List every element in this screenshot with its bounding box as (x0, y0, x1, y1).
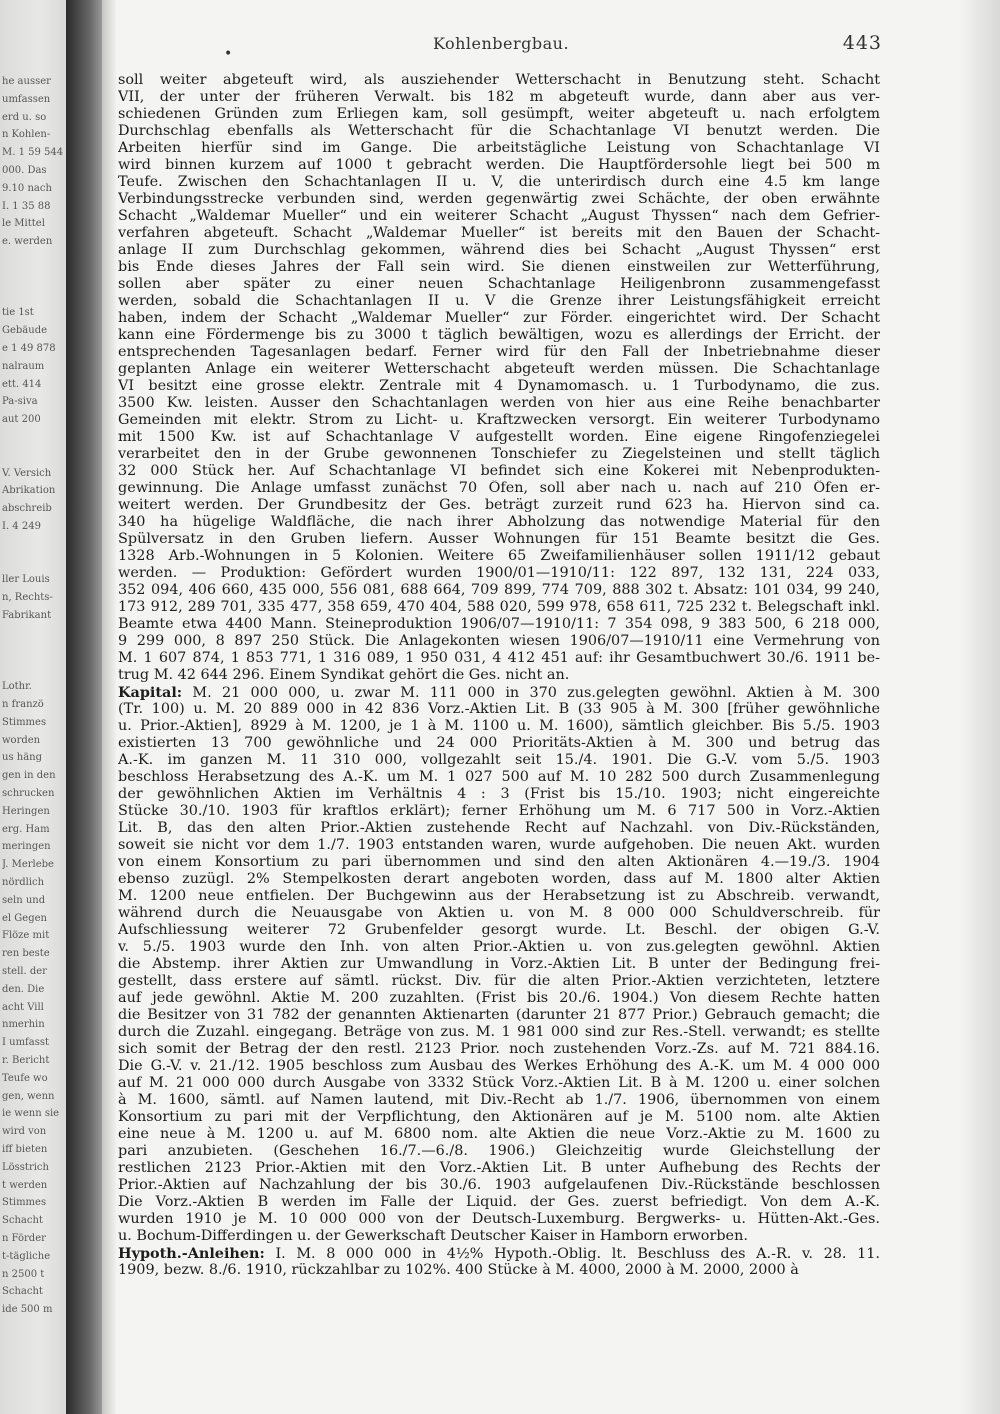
text-line: Arbeiten hierfür sind im Gange. Die arbeitstägliche Leistung von Schachtanlage VI (118, 140, 880, 156)
facing-page-fragment: ide 500 m (2, 1304, 53, 1316)
text-line: v. 5./5. 1903 wurde den Inh. von alten Prior.-Aktien u. von zus.gelegten gewöhnl. Aktien (118, 939, 880, 955)
text-line: werden. — Produktion: Gefördert wurden 1900/01—1910/11: 122 897, 132 131, 224 033, (118, 565, 880, 581)
text-line: die Abstemp. ihrer Aktien zur Umwandlung in Vorz.-Aktien Lit. B unter der Bedingung frei- (118, 956, 880, 972)
facing-page-fragment: worden (2, 734, 41, 746)
text-line: sich somit der Betrag der den restl. 2123 Prior. noch zustehenden Vorz.-Zs. auf M. 721 884.16. (118, 1041, 880, 1057)
facing-page-fragment: ie wenn sie (2, 1108, 60, 1120)
text-line: die Besitzer von 31 782 der genannten Aktienarten (darunter 21 877 Prior.) Gebrauch gemacht; die (118, 1007, 880, 1023)
facing-page-fragment: umfassen (2, 93, 51, 105)
text-line: VII, der unter der früheren Verwalt. bis 182 m abgeteuft wurde, dann aber aus ver- (118, 89, 880, 105)
text-line: 1328 Arb.-Wohnungen in 5 Kolonien. Weitere 65 Zweifamilienhäuser sollen 1911/12 gebaut (118, 548, 880, 564)
text-line: 32 000 Stück her. Auf Schachtanlage VI befindet sich eine Kokerei mit Nebenprodukten- (118, 463, 880, 479)
text-line: pari anzubieten. (Geschehen 16./7.—6./8. 1906.) Gleichzeitig wurde Gleichstellung der (118, 1143, 880, 1159)
text-line: 173 912, 289 701, 335 477, 358 659, 470 404, 588 020, 599 978, 658 611, 725 232 t. Belegschaft inkl. (118, 599, 880, 615)
facing-page-fragment: r. Bericht (2, 1055, 50, 1066)
facing-page-fragment: Abrikation (2, 485, 56, 497)
facing-page-fragment (2, 288, 64, 304)
text-line: wurden 1910 je M. 10 000 000 von der Deutsch-Luxemburg. Bergwerks- u. Hütten-Akt.-Ges. (118, 1211, 880, 1227)
facing-page-fragment: he ausser (2, 76, 51, 87)
facing-page-fragment: Heringen (2, 805, 50, 817)
text-line: restlichen 2123 Prior.-Aktien mit den Vorz.-Aktien Lit. B unter Aufhebung des Rechts der (118, 1160, 880, 1176)
facing-page-fragment (2, 537, 64, 553)
text-line: Schacht „Waldemar Mueller“ und ein weiterer Schacht „August Thyssen“ nach dem Gefrier- (118, 208, 880, 224)
text-line: beschloss Herabsetzung des A.-K. um M. 1 027 500 auf M. 10 282 500 durch Zusammenlegung (118, 769, 880, 785)
facing-page-fragment: V. Versich (2, 467, 52, 479)
facing-page-fragment: aut 200 (2, 414, 41, 426)
page-edge (960, 0, 1000, 1414)
text-line: anlage II zum Durchschlag gekommen, während dies bei Schacht „August Thyssen“ erst (118, 242, 880, 258)
facing-page-fragment: nalraum (2, 360, 45, 372)
facing-page-fragment: Lothr. (2, 681, 32, 693)
text-line: 3500 Kw. leisten. Ausser den Schachtanlagen werden von hier aus eine Reihe benachbarter (118, 395, 880, 411)
facing-page-fragment: Lösstrich (2, 1161, 49, 1173)
text-line: gestellt, dass erstere auf sämtl. rückst. Div. für die alten Prior.-Aktien verzichteten, letztere (118, 973, 880, 989)
facing-page-fragment: n franzö (2, 699, 44, 710)
facing-page-fragment (2, 661, 64, 677)
facing-page-fragment (2, 555, 64, 571)
facing-page-fragment: schrucken (2, 788, 55, 799)
text-line: bis Ende dieses Jahres der Fall sein wird. Sie dienen einstweilen zur Wetterführung, (118, 259, 880, 275)
text-line: durch die Zuzahl. eingegang. Beträge von zus. M. 1 981 000 sind zur Res.-Stell. verwandt; es stellte (118, 1024, 880, 1040)
text-line: verarbeitet den in der Grube gewonnenen Tonschiefer zu Ziegelsteinen und stellt täglich (118, 446, 880, 462)
text-line-content: M. 21 000 000, u. zwar M. 111 000 in 370 zus.gelegten gewöhnl. Aktien à M. 300 (182, 685, 880, 701)
facing-page-fragment (2, 430, 64, 446)
text-line: wird binnen kurzem auf 1000 t gebracht werden. Die Hauptfördersohle liegt bei 500 m (118, 157, 880, 173)
facing-page-fragment (2, 626, 64, 642)
text-line: Beamte etwa 4400 Mann. Steineproduktion 1906/07—1910/11: 7 354 098, 9 383 500, 6 218 000, (118, 616, 880, 632)
facing-page-fragment: Pa-siva (2, 396, 38, 408)
text-line: verfahren abgeteuft. Schacht „Waldemar Mueller“ ist bereits mit den Bauen der Schacht- (118, 225, 880, 241)
text-line: 9 299 000, 8 897 250 Stück. Die Anlagekonten wiesen 1906/07—1910/11 eine Vermehrung von (118, 633, 880, 649)
facing-page-fragment: J. Merlebe (2, 859, 54, 871)
facing-page-fragment: n Förder (2, 1233, 46, 1244)
facing-page-fragment: ren beste (2, 948, 50, 960)
text-line: schiedenen Gründen zum Erliegen kam, soll gesümpft, weiter abgeteuft u. nach erfolgtem (118, 106, 880, 122)
facing-page-fragment: Teufe wo (2, 1072, 48, 1084)
facing-page-fragment (2, 448, 64, 464)
facing-page-fragment: I. 4 249 (2, 521, 41, 532)
facing-page-fragment: tie 1st (2, 307, 34, 319)
text-line: Spülversatz in den Gruben liefern. Ausser Wohnungen für 151 Beamte besitzt die Ges. (118, 531, 880, 547)
facing-page-fragment: Stimmes (2, 1197, 47, 1209)
text-line: 1909, bezw. 8./6. 1910, rückzahlbar zu 102%. 400 Stücke à M. 4000, 2000 à M. 2000, 2000 à (118, 1262, 799, 1278)
facing-page-fragment: e. werden (2, 236, 53, 248)
facing-page-fragment: den. Die (2, 983, 45, 995)
running-header (116, 30, 886, 62)
article-body (118, 72, 880, 1279)
facing-page-fragment: stell. der (2, 966, 47, 977)
facing-page-fragment: erg. Ham (2, 823, 50, 835)
facing-page-fragment: gen in den (2, 770, 56, 782)
binding-gutter (66, 0, 102, 1414)
facing-page-fragment: 9.10 nach (2, 182, 52, 194)
text-line: Durchschlag ebenfalls als Wetterschacht für die Schachtanlage VI benutzt werden. Die (118, 123, 880, 139)
facing-page-fragment (2, 270, 64, 286)
facing-page-fragment: e 1 49 878 (2, 343, 56, 354)
text-line: Die G.-V. v. 21./12. 1905 beschloss zum Ausbau des Werkes Erhöhung des A.-K. um M. 4 000 000 (118, 1058, 880, 1074)
facing-page-fragment: n Kohlen- (2, 129, 51, 141)
facing-page-fragment: M. 1 59 544 (2, 147, 64, 159)
facing-page-fragment: Fabrikant (2, 610, 52, 621)
text-line: trug M. 42 644 296. Einem Syndikat gehört die Ges. nicht an. (118, 667, 570, 683)
text-line-content: I. M. 8 000 000 in 4½% Hypoth.-Oblig. lt. Beschluss des A.-R. v. 28. 11. (264, 1246, 880, 1262)
facing-page-fragment: I. 1 35 88 (2, 200, 51, 212)
facing-page-fragment: t werden (2, 1179, 48, 1191)
text-line: A.-K. im ganzen M. 11 310 000, vollgezahlt seit 15./4. 1901. Die G.-V. vom 5./5. 1903 (118, 752, 880, 768)
facing-page-fragment: el Gegen (2, 912, 47, 924)
text-line: der gewöhnlichen Aktien im Verhältnis 4 : 3 (Frist bis 15./10. 1903; nicht eingereichte (118, 786, 880, 802)
facing-page-fragment: Gebäude (2, 325, 48, 337)
text-line: soll weiter abgeteuft wird, als ausziehender Wetterschacht in Benutzung steht. Schacht (118, 72, 880, 88)
text-line: Verbindungsstrecke verbunden sind, werden gegenwärtig zwei Schächte, der oben erwähnte (118, 191, 880, 207)
facing-page-fragment: acht Vill (2, 1001, 44, 1013)
facing-page-fragment (2, 252, 64, 268)
facing-page-fragment: Flöze mit (2, 930, 50, 942)
facing-page-fragment: gen, wenn (2, 1090, 55, 1102)
facing-page-fragment: n 2500 t (2, 1268, 45, 1280)
paragraph (118, 1245, 880, 1279)
text-line: werden, sobald die Schachtanlagen II u. V die Grenze ihrer Leistungsfähigkeit erreicht (118, 293, 880, 309)
gutter-shadow (102, 0, 116, 1414)
text-line: sollen aber später zu einer neuen Schachtanlage Heiligenbronn zusammengefasst (118, 276, 880, 292)
text-line: haben, indem der Schacht „Waldemar Mueller“ zur Förder. eingerichtet wird. Der Schacht (118, 310, 880, 326)
text-line: 340 ha hügelige Waldfläche, die nach ihrer Abholzung das notwendige Material für den (118, 514, 880, 530)
header-dot: • (224, 46, 233, 62)
text-line (118, 684, 880, 701)
text-line: auf M. 21 000 000 durch Ausgabe von 3332 Stück Vorz.-Aktien Lit. B à M. 1200 u. einer solchen (118, 1075, 880, 1091)
text-line (118, 1245, 880, 1262)
text-line: entsprechenden Tagesanlagen bedarf. Ferner wird für den Fall der Inbetriebnahme dieser (118, 344, 880, 360)
facing-page-fragment: I umfasst (2, 1037, 49, 1049)
text-line: Aufschliessung weiterer 72 Grubenfelder gesorgt wurde. Lt. Beschl. der obigen G.-V. (118, 922, 880, 938)
text-line: Konsortium zu pari mit der Verpflichtung, den Aktionären auf je M. 5100 nom. alte Aktien (118, 1109, 880, 1125)
facing-page-margin (0, 0, 68, 1414)
text-line: auf jede gewöhnl. Aktie M. 200 zuzahlten. (Frist bis 20./6. 1904.) Von diesem Rechte hatten (118, 990, 880, 1006)
text-line: u. Bochum-Differdingen u. der Gewerkschaft Deutscher Kaiser in Hamborn erworben. (118, 1228, 748, 1244)
text-line: gewinnung. Die Anlage umfasst zunächst 70 Öfen, soll aber nach u. nach auf 210 Öfen er- (118, 480, 880, 496)
text-line: ebenso zuzügl. 2% Stempelkosten derart angeboten worden, dass auf M. 1800 alter Aktien (118, 871, 880, 887)
facing-page-fragment: wird von (2, 1126, 47, 1138)
facing-page-fragment: abschreib (2, 503, 52, 515)
section-lead: Hypoth.-Anleihen: (118, 1245, 265, 1262)
text-line: während durch die Neuausgabe von Aktien u. von M. 8 000 000 Schuldverschreib. für (118, 905, 880, 921)
text-line: kann eine Fördermenge bis zu 3000 t täglich bewältigen, wozu es allerdings der Erricht. der (118, 327, 880, 343)
facing-page-fragment: seln und (2, 894, 46, 906)
facing-page-fragment: nmerhin (2, 1019, 45, 1031)
paragraph (118, 72, 880, 684)
facing-page-fragment: Stimmes (2, 716, 47, 728)
facing-page-fragment: iff bieten (2, 1144, 48, 1155)
facing-page-fragment: n, Rechts- (2, 592, 53, 604)
text-line: Teufe. Zwischen den Schachtanlagen II u. V, die unterirdisch durch eine 4.5 km lange (118, 174, 880, 190)
paragraph (118, 684, 880, 1245)
facing-page-fragment (2, 644, 64, 660)
text-line: eine neue à M. 1200 u. auf M. 6800 nom. alte Aktien die neue Vorz.-Aktie zu M. 1600 zu (118, 1126, 880, 1142)
facing-page-fragment: ller Louis (2, 574, 50, 586)
text-line: 352 094, 406 660, 435 000, 556 081, 688 664, 709 899, 774 709, 888 302 t. Absatz: 101 034, 99 240, (118, 582, 880, 598)
text-line: Prior.-Aktien auf Nachzahlung der bis 30./6. 1903 aufgelaufenen Div.-Rückstände beschlossen (118, 1177, 880, 1193)
text-line: Die Vorz.-Aktien B werden im Falle der Liquid. der Ges. zuerst befriedigt. Von dem A.-K. (118, 1194, 880, 1210)
text-line: M. 1200 neue entfielen. Der Buchgewinn aus der Herabsetzung ist zu Abschreib. verwandt, (118, 888, 880, 904)
text-line: Lit. B, das den alten Prior.-Aktien zustehende Recht auf Nachzahl. von Div.-Rückständen, (118, 820, 880, 836)
text-line: von einem Konsortium zu pari übernommen und sind den alten Aktionären 4.—19./3. 1904 (118, 854, 880, 870)
text-line: existierten 13 700 gewöhnliche und 24 000 Prioritäts-Aktien à M. 300 und betrug das (118, 735, 880, 751)
page-number: 443 (842, 32, 882, 54)
facing-page-fragment: Schacht (2, 1286, 43, 1298)
facing-page-fragment: Schacht (2, 1215, 43, 1227)
facing-page-fragment: us häng (2, 752, 42, 764)
facing-page-fragment: ett. 414 (2, 378, 42, 390)
text-line: (Tr. 100) u. M. 20 889 000 in 42 836 Vorz.-Aktien Lit. B (33 905 à M. 300 [früher gewöhnliche (118, 701, 880, 717)
text-line: mit 1500 Kw. ist auf Schachtanlage V aufgestellt worden. Eine eigene Ringofenziegelei (118, 429, 880, 445)
text-line: M. 1 607 874, 1 853 771, 1 316 089, 1 950 031, 4 412 451 auf: ihr Gesamtbuchwert 30./6. 1911 be- (118, 650, 880, 666)
section-lead: Kapital: (118, 684, 183, 701)
text-line: u. Prior.-Aktien], 8929 à M. 1200, je 1 à M. 1100 u. M. 1600), sämtlich gleichber. Bis 5./5. 1903 (118, 718, 880, 734)
facing-page-fragment: erd u. so (2, 111, 47, 123)
facing-page-fragment: nördlich (2, 877, 45, 888)
facing-page-fragment: meringen (2, 841, 51, 853)
text-line: à M. 1600, sämtl. auf Namen lautend, mit Div.-Recht ab 1./7. 1906, übernommen von einem (118, 1092, 880, 1108)
facing-page-fragment: t-tägliche (2, 1250, 51, 1262)
text-line: weitert werden. Der Grundbesitz der Ges. beträgt zurzeit rund 623 ha. Hiervon sind ca. (118, 497, 880, 513)
text-line: Gemeinden mit elektr. Strom zu Licht- u. Kraftzwecken versorgt. Ein weiterer Turbodynamo (118, 412, 880, 428)
text-line: VI besitzt eine grosse elektr. Zentrale mit 4 Dynamomasch. u. 1 Turbodynamo, die zus. (118, 378, 880, 394)
text-line: Stücke 30./10. 1903 für kraftlos erklärt); ferner Erhöhung um M. 6 717 500 in Vorz.-Aktien (118, 803, 880, 819)
facing-page-fragment: le Mittel (2, 218, 45, 230)
text-line: geplanten Anlage ein weiterer Wetterschacht abgeteuft werden müssen. Die Schachtanlage (118, 361, 880, 377)
running-head-title: Kohlenbergbau. (432, 34, 570, 53)
facing-page-fragment: 000. Das (2, 165, 47, 176)
text-line: soweit sie nicht vor dem 1./7. 1903 entstanden waren, wurde aufgehoben. Die neuen Akt. wurden (118, 837, 880, 853)
